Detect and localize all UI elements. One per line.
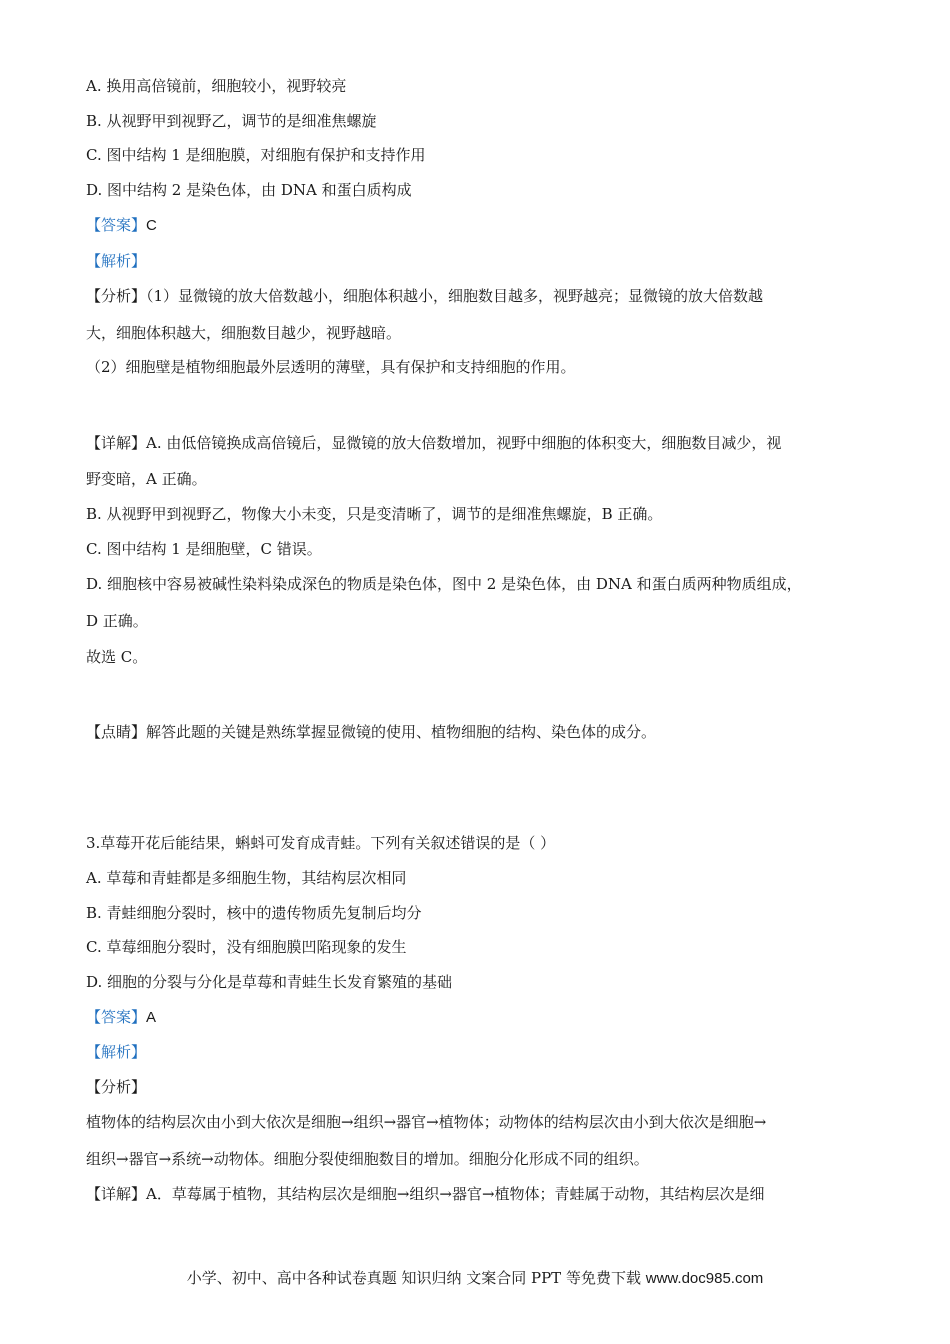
page-footer [0,1268,950,1289]
q3-stem: 3.草莓开花后能结果，蝌蚪可发育成青蛙。下列有关叙述错误的是（ ） [86,834,556,852]
q2-option-d: D. 图中结构 2 是染色体，由 DNA 和蛋白质构成 [86,181,412,199]
q3-fenxi-line-1: 植物体的结构层次由小到大依次是细胞→组织→器官→植物体；动物体的结构层次由小到大依次是细胞→ [86,1113,767,1131]
q2-xiangjie-b: B. 从视野甲到视野乙，物像大小未变，只是变清晰了，调节的是细准焦螺旋，B 正确。 [86,505,663,523]
q3-fenxi-line-2: 组织→器官→系统→动物体。细胞分裂使细胞数目的增加。细胞分化形成不同的组织。 [86,1150,649,1168]
q2-answer [86,215,157,236]
q2-fenxi-line-1: 【分析】（1）显微镜的放大倍数越小，细胞体积越小，细胞数目越多，视野越亮；显微镜的放大倍数越 [86,287,764,305]
q2-option-a: A. 换用高倍镜前，细胞较小，视野较亮 [86,77,347,95]
q2-xiangjie-c: C. 图中结构 1 是细胞壁，C 错误。 [86,540,322,558]
answer-value: C [146,217,157,234]
q2-xiangjie-a1: 【详解】A. 由低倍镜换成高倍镜后，显微镜的放大倍数增加，视野中细胞的体积变大，细胞数目减少，视 [86,434,782,452]
q2-xiangjie-d1: D. 细胞核中容易被碱性染料染成深色的物质是染色体，图中 2 是染色体，由 DNA 和蛋白质两种物质组成， [86,575,802,593]
answer-value: A [146,1009,157,1026]
answer-label: 【答案】 [86,1008,147,1026]
q3-option-d: D. 细胞的分裂与分化是草莓和青蛙生长发育繁殖的基础 [86,973,453,991]
q3-option-b: B. 青蛙细胞分裂时，核中的遗传物质先复制后均分 [86,904,422,922]
q3-answer [86,1007,156,1028]
q3-option-a: A. 草莓和青蛙都是多细胞生物，其结构层次相同 [86,869,407,887]
q2-jiexi-label: 【解析】 [86,252,147,270]
q3-jiexi-label: 【解析】 [86,1043,147,1061]
q2-xiangjie-a2: 野变暗，A 正确。 [86,470,207,488]
q2-xiangjie-d2: D 正确。 [86,612,148,630]
answer-label: 【答案】 [86,216,147,234]
footer-text: 小学、初中、高中各种试卷真题 知识归纳 文案合同 PPT 等免费下载 [186,1269,646,1287]
footer-link[interactable]: www.doc985.com [645,1270,764,1287]
q2-option-c: C. 图中结构 1 是细胞膜，对细胞有保护和支持作用 [86,146,426,164]
q2-guxuan: 故选 C。 [86,648,148,666]
q2-fenxi-line-2: 大，细胞体积越大，细胞数目越少，视野越暗。 [86,324,402,342]
q2-option-b: B. 从视野甲到视野乙，调节的是细准焦螺旋 [86,112,377,130]
q3-xiangjie-a1: 【详解】A．草莓属于植物，其结构层次是细胞→组织→器官→植物体；青蛙属于动物，其结构层次是细 [86,1185,765,1203]
q3-fenxi-label: 【分析】 [86,1078,147,1096]
q3-option-c: C. 草莓细胞分裂时，没有细胞膜凹陷现象的发生 [86,938,407,956]
q2-fenxi-line-3: （2）细胞壁是植物细胞最外层透明的薄壁，具有保护和支持细胞的作用。 [86,358,576,376]
q2-dianjing: 【点睛】解答此题的关键是熟练掌握显微镜的使用、植物细胞的结构、染色体的成分。 [86,723,657,741]
